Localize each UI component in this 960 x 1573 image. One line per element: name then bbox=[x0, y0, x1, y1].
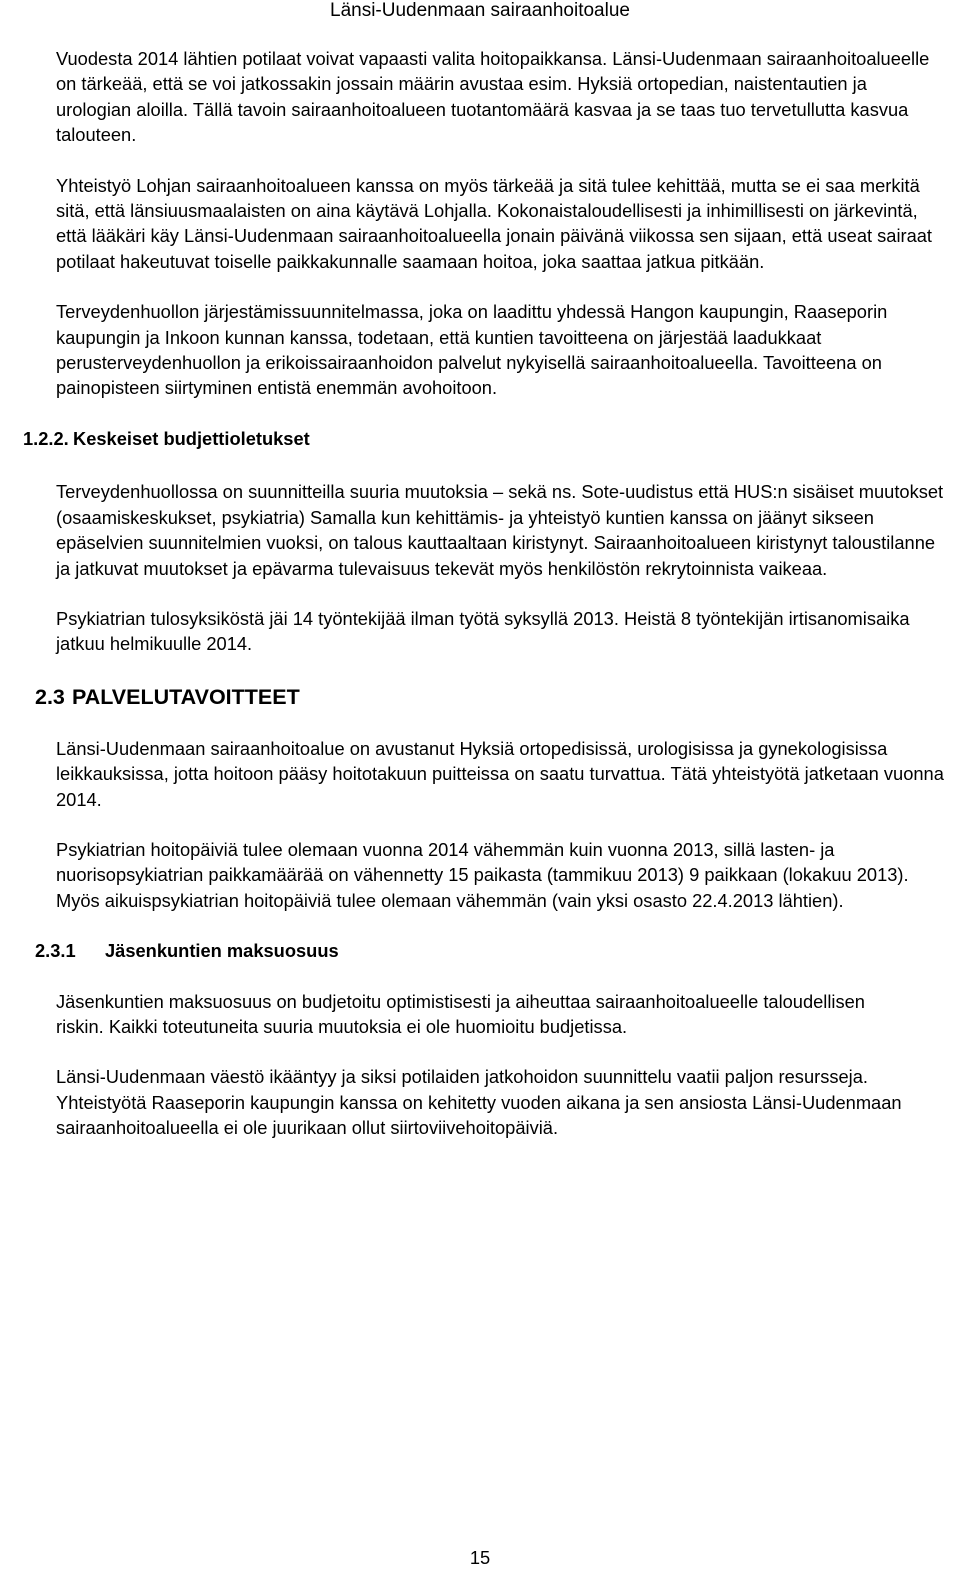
page-number: 15 bbox=[469, 1547, 491, 1568]
page-header: Länsi-Uudenmaan sairaanhoitoalue bbox=[330, 0, 630, 21]
section-heading-budget-assumptions bbox=[23, 426, 946, 451]
paragraph-psychiatry-care-days: Psykiatrian hoitopäiviä tulee olemaan vuonna 2014 vähemmän kuin vuonna 2013, sillä lasten- ja nuorisopsykiatrian paikkamäärää on vähennetty 15 paikasta (tammikuu 2013) 9 paikkaan (lokakuu 2013). Myös aikuispsykiatrian hoitopäiviä tulee olemaan vähemmän (vain yksi osasto 22.4.2013 lähtien). bbox=[56, 838, 909, 911]
section-number: 1.2.2. bbox=[23, 427, 69, 449]
paragraph-patient-choice: Vuodesta 2014 lähtien potilaat voivat vapaasti valita hoitopaikkansa. Länsi-Uudenmaan sairaanhoitoalueelle on tärkeää, että se voi jatkossakin jossain määrin avustaa esim. Hyksiä ortopedian, naistentautien ja urologian aloilla. Tällä tavoin sairaanhoitoalueen tuotantomäärä kasvaa ja se taas tuo tervetullutta kasvua talouteen. bbox=[56, 48, 930, 146]
section-number: 2.3.1 bbox=[35, 940, 76, 962]
section-number: 2.3 bbox=[35, 684, 65, 709]
section-title: Jäsenkuntien maksuosuus bbox=[105, 940, 339, 962]
section-title: Keskeiset budjettioletukset bbox=[73, 427, 310, 449]
section-heading-service-goals bbox=[35, 682, 946, 712]
paragraph-psychiatry-staff: Psykiatrian tulosyksiköstä jäi 14 työntekijää ilman työtä syksyllä 2013. Heistä 8 työntekijän irtisanomisaika jatkuu helmikuulle 2014. bbox=[56, 607, 910, 655]
paragraph-hyks-assistance: Länsi-Uudenmaan sairaanhoitoalue on avustanut Hyksiä ortopedisissä, urologisissa ja gynekologisissa leikkauksissa, jotta hoitoon pääsy hoitotakuun puitteissa on saatu turvattua. Tätä yhteistyötä jatketaan vuonna 2014. bbox=[56, 737, 944, 810]
paragraph-care-organisation-plan: Terveydenhuollon järjestämissuunnitelmassa, joka on laadittu yhdessä Hangon kaupungin, Raaseporin kaupungin ja Inkoon kunnan kanssa, todetaan, että kuntien tavoitteena on järjestää laadukkaat perusterveydenhuollon ja erikoissairaanhoidon palvelut nykyisellä sairaanhoitoalueella. Tavoitteena on painopisteen siirtyminen entistä enemmän avohoitoon. bbox=[56, 301, 888, 399]
section-title: PALVELUTAVOITTEET bbox=[72, 684, 300, 709]
section-heading-member-payments bbox=[35, 938, 946, 963]
paragraph-member-payment-risk: Jäsenkuntien maksuosuus on budjetoitu optimistisesti ja aiheuttaa sairaanhoitoalueelle taloudellisen riskin. Kaikki toteutuneita suuria muutoksia ei ole huomioitu budjetissa. bbox=[56, 990, 865, 1037]
paragraph-healthcare-changes: Terveydenhuollossa on suunnitteilla suuria muutoksia – sekä ns. Sote-uudistus että HUS:n sisäiset muutokset (osaamiskeskukset, psykiatria) Samalla kun kehittämis- ja yhteistyö kuntien kanssa on jäänyt sikseen epäselvien suunnitelmien vuoksi, on talous kauttaaltaan kiristynyt. Sairaanhoitoalueen kiristynyt taloustilanne ja jatkuvat muutokset ja epävarma tulevaisuus tekevät myös henkilöstön rekrytoinnista vaikeaa. bbox=[56, 481, 944, 579]
paragraph-aging-population: Länsi-Uudenmaan väestö ikääntyy ja siksi potilaiden jatkohoidon suunnittelu vaatii paljon resursseja. Yhteistyötä Raaseporin kaupungin kanssa on kehitetty vuoden aikana ja sen ansiosta Länsi-Uudenmaan sairaanhoitoalueella ei ole juurikaan ollut siirtoviivehoitopäiviä. bbox=[56, 1066, 902, 1139]
document-body bbox=[23, 46, 946, 1141]
paragraph-lohja-cooperation: Yhteistyö Lohjan sairaanhoitoalueen kanssa on myös tärkeää ja sitä tulee kehittää, mutta se ei saa merkitä sitä, että länsiuusmaalaisten on aina käytävä Lohjalla. Kokonaistaloudellisesti ja inhimillisesti on järkevintä, että lääkäri käy Länsi-Uudenmaan sairaanhoitoalueella jonain päivänä viikossa sen sijaan, että useat sairaat potilaat hakeutuvat toiselle paikkakunnalle saamaan hoitoa, joka saattaa jatkua pitkään. bbox=[56, 174, 933, 272]
